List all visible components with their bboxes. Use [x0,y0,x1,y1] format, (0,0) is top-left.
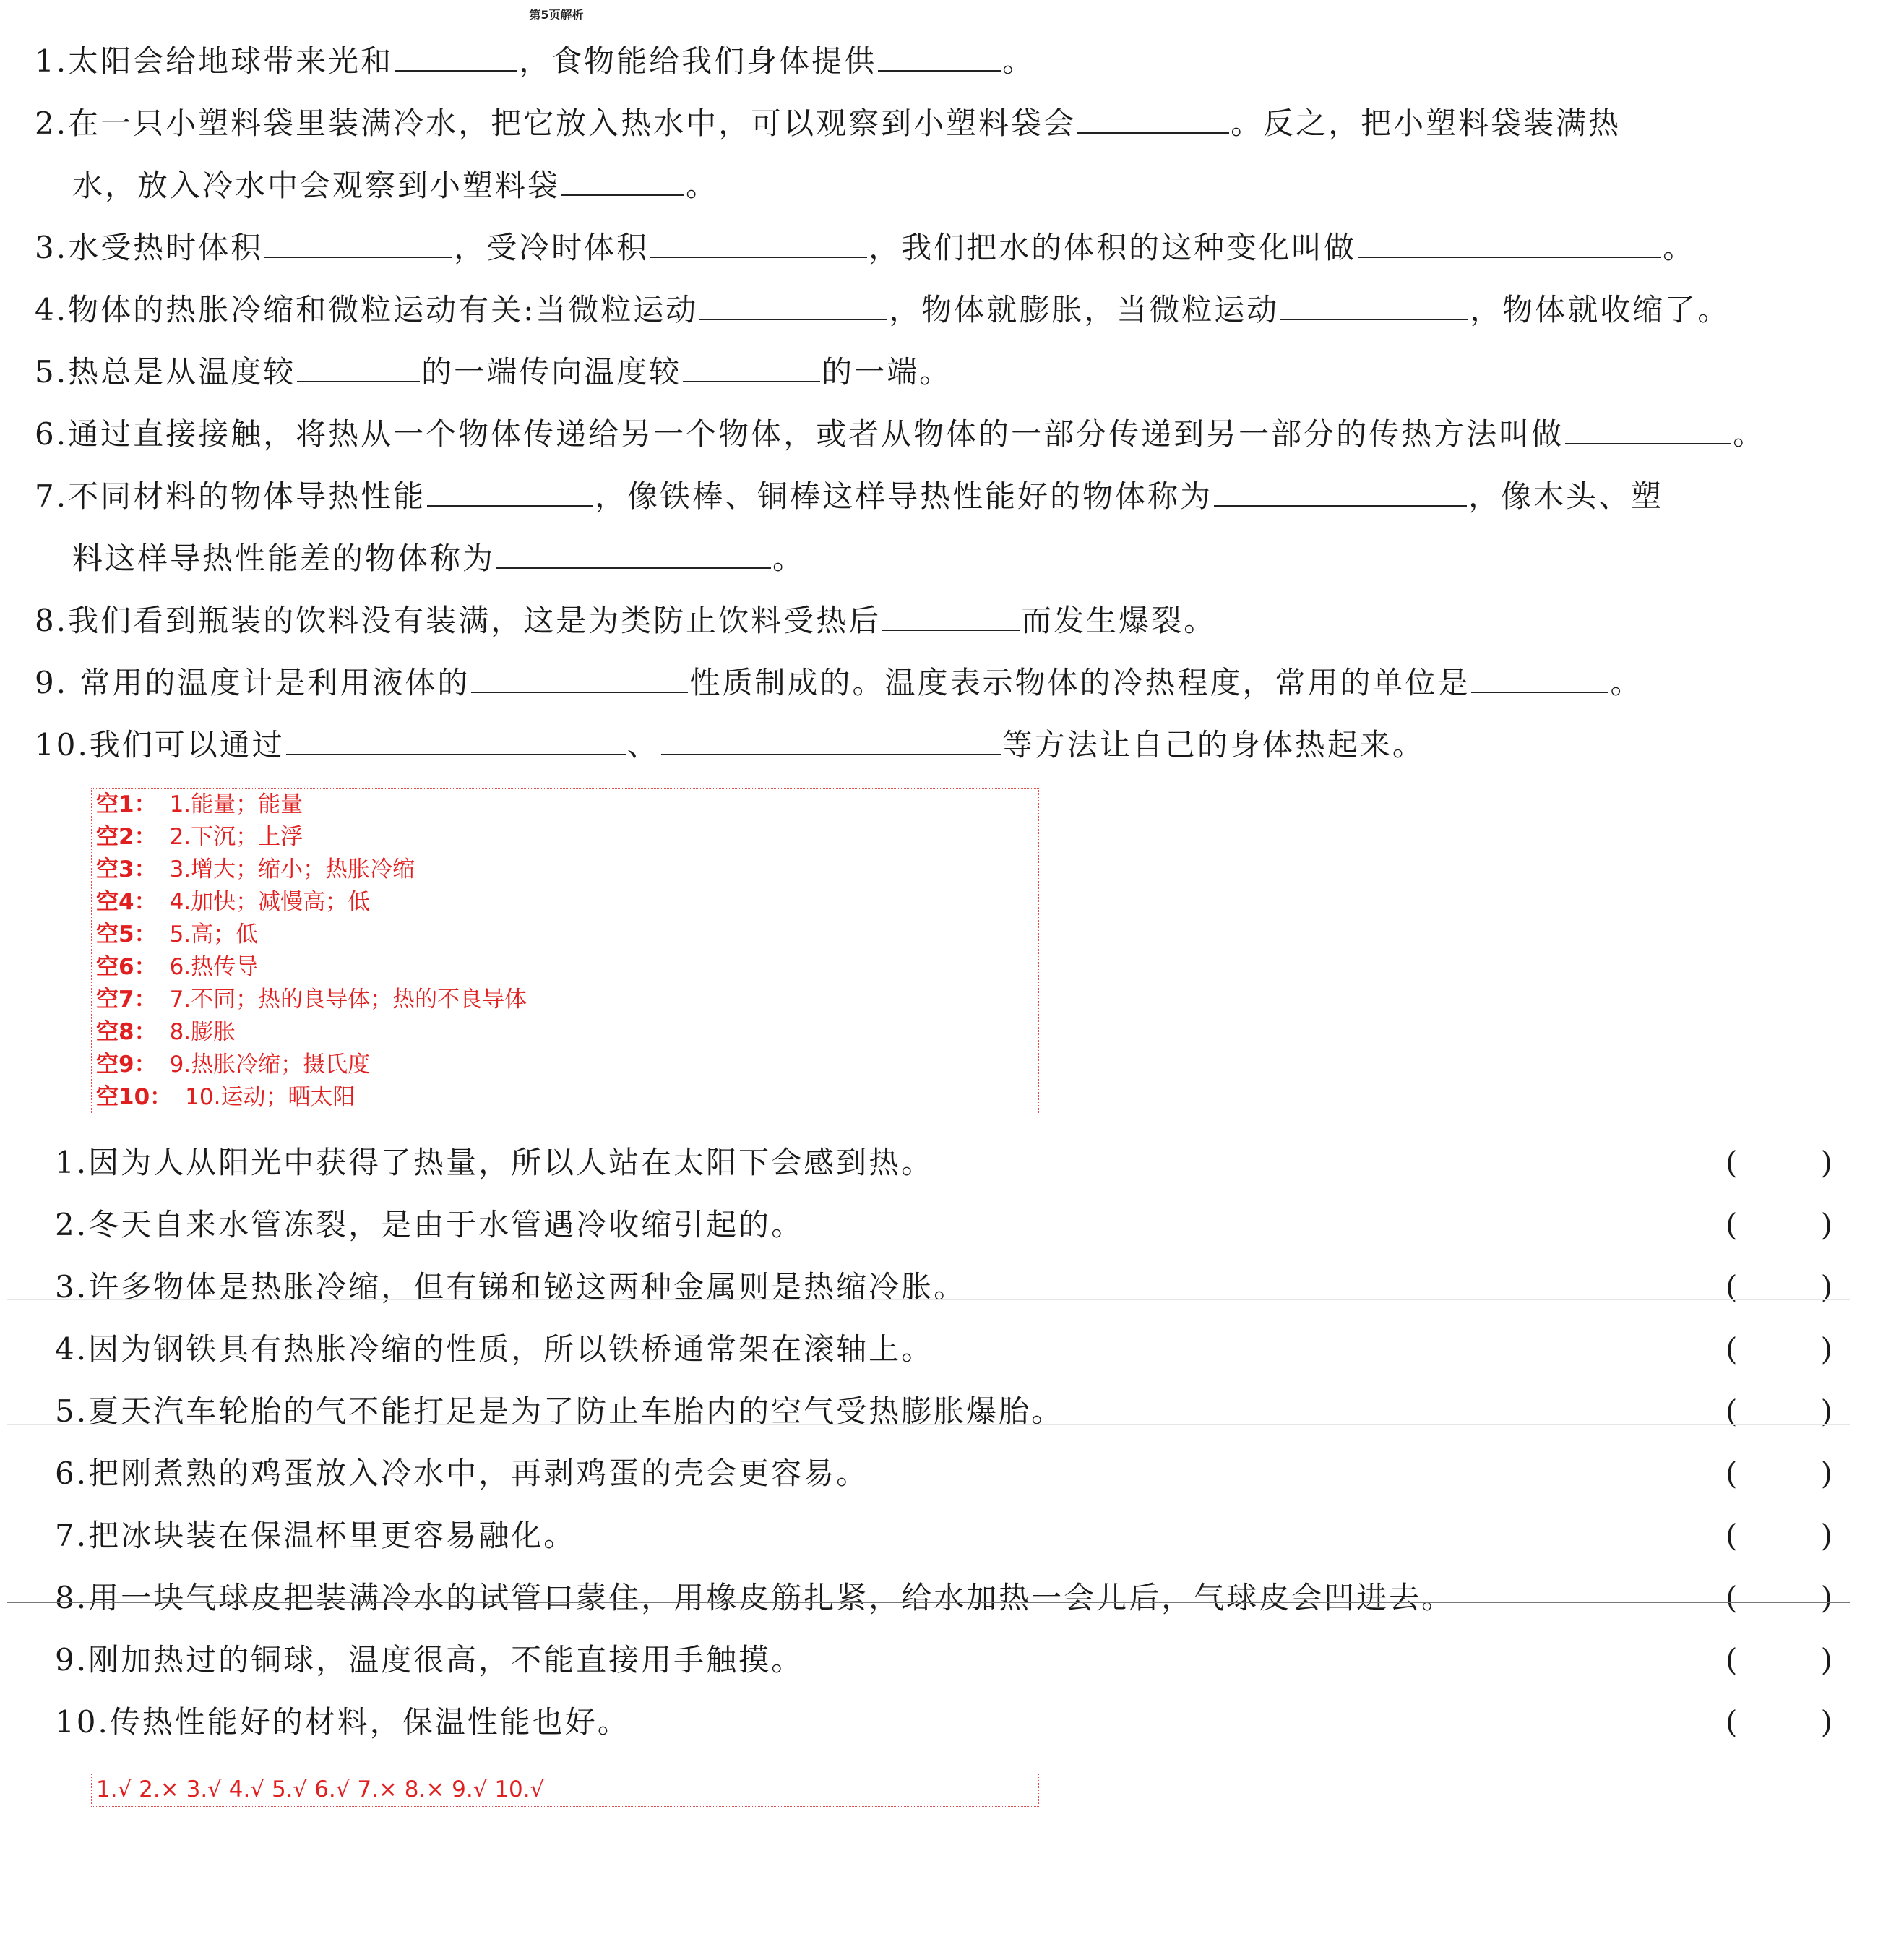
tf-question: 8.用一块气球皮把装满冷水的试管口蒙住，用橡皮筋扎紧，给水加热一会儿后，气球皮会凹进去。 [55,1580,1455,1615]
paren-open: ( [1726,1704,1738,1740]
question-text: 、 [626,727,660,762]
fill-question [35,106,1621,142]
answer-line [92,1049,1038,1081]
answer-blank [1214,481,1467,507]
fill-question [35,43,1035,80]
question-text: 5.热总是从温度较 [35,354,296,390]
answer-key: 空1： [96,791,157,817]
answer-key: 空3： [96,856,157,882]
answer-value: 2.下沉；上浮 [169,824,303,850]
tf-question: 9.刚加热过的铜球，温度很高，不能直接用手触摸。 [55,1642,804,1677]
paren-close: ) [1820,1331,1832,1367]
paren-open: ( [1726,1518,1738,1553]
paren-close: ) [1820,1145,1832,1180]
paren-close: ) [1820,1580,1832,1615]
question-text: 。反之，把小塑料袋装满热 [1231,106,1621,141]
answer-line [92,789,1038,821]
fill-question [72,168,718,204]
question-text: 4.物体的热胀冷缩和微粒运动有关:当微粒运动 [35,292,699,327]
answer-parentheses [1726,1456,1832,1492]
answer-blank [496,543,771,569]
answer-value: 3.增大；缩小；热胀冷缩 [169,856,415,882]
answer-value: 9.热胀冷缩；摄氏度 [169,1052,371,1078]
question-text: 。 [772,541,806,576]
answer-parentheses [1726,1580,1832,1616]
answer-line [92,821,1038,854]
question-text: 而发生爆裂。 [1021,603,1217,638]
question-text: ，物体就收缩了。 [1470,292,1731,327]
strike-line [7,1602,1850,1603]
fill-question [35,665,1642,701]
answer-parentheses [1726,1145,1832,1181]
question-text: 的一端。 [822,354,952,390]
answer-line [92,854,1038,886]
question-text: 水，放入冷水中会观察到小塑料袋 [72,168,561,203]
scan-rule [7,1299,1850,1300]
answer-blank [561,170,684,196]
fill-question [35,230,1695,266]
answer-line [92,1081,1038,1114]
tf-question: 7.把冰块装在保温杯里更容易融化。 [55,1518,577,1553]
scan-rule [7,1424,1850,1425]
answer-blank [297,356,420,382]
question-text: 2.在一只小塑料袋里装满冷水，把它放入热水中，可以观察到小塑料袋会 [35,106,1077,141]
tf-question: 6.把刚煮熟的鸡蛋放入冷水中，再剥鸡蛋的壳会更容易。 [55,1456,869,1491]
paren-close: ) [1820,1518,1832,1553]
question-text: 的一端传向温度较 [421,354,682,390]
answer-blank [1358,232,1661,258]
question-text: 9. 常用的温度计是利用液体的 [35,665,470,700]
answer-value: 10.运动；晒太阳 [185,1084,356,1110]
paren-open: ( [1726,1331,1738,1367]
answer-blank [661,729,1001,755]
question-text: 8.我们看到瓶装的饮料没有装满，这是为类防止饮料受热后 [35,603,882,638]
answer-key: 空10： [96,1084,173,1110]
answer-blank [471,667,688,693]
answer-value: 8.膨胀 [169,1019,236,1045]
question-text: ，食物能给我们身体提供 [519,43,877,79]
answer-blank [286,729,626,755]
paren-close: ) [1820,1393,1832,1429]
answer-parentheses [1726,1207,1832,1243]
answer-key: 空9： [96,1052,157,1078]
answer-key: 空4： [96,889,157,915]
answer-key: 空6： [96,954,157,980]
answer-key: 空2： [96,824,157,850]
question-text: ，物体就膨胀，当微粒运动 [889,292,1280,327]
answer-blank [683,356,820,382]
question-text: 料这样导热性能差的物体称为 [72,541,496,576]
answer-blank [1077,108,1229,134]
question-text: 等方法让自己的身体热起来。 [1001,727,1425,762]
tf-question: 10.传热性能好的材料，保温性能也好。 [55,1704,630,1740]
question-text: 7.不同材料的物体导热性能 [35,478,426,514]
page-header: 第5页解析 [529,8,584,22]
question-text: 。 [1663,230,1696,265]
answer-value: 4.加快；减慢高；低 [169,889,371,915]
fill-question [35,292,1730,328]
answer-value: 7.不同；热的良导体；热的不良导体 [169,987,527,1013]
question-text: ，我们把水的体积的这种变化叫做 [869,230,1357,265]
answer-line [92,886,1038,919]
paren-close: ) [1820,1704,1832,1740]
paren-close: ) [1820,1269,1832,1305]
paren-open: ( [1726,1269,1738,1305]
answer-key: 空8： [96,1019,157,1045]
question-text: 性质制成的。温度表示物体的冷热程度，常用的单位是 [689,665,1470,700]
answer-blank [1565,418,1731,444]
fill-question [35,478,1663,515]
tf-question: 2.冬天自来水管冻裂，是由于水管遇冷收缩引起的。 [55,1207,804,1242]
answer-value: 6.热传导 [169,954,259,980]
paren-open: ( [1726,1580,1738,1615]
answer-blank [882,605,1020,631]
fill-question [35,354,952,390]
answer-value: 1.能量；能量 [169,791,303,817]
answer-blank [1280,294,1468,320]
answer-blank [650,232,867,258]
answer-parentheses [1726,1331,1832,1367]
answer-line [92,1016,1038,1049]
tf-question: 4.因为钢铁具有热胀冷缩的性质，所以铁桥通常架在滚轴上。 [55,1331,934,1367]
fill-answer-box [91,788,1039,1114]
question-text: 。 [686,168,719,203]
paren-open: ( [1726,1642,1738,1677]
answer-value: 5.高；低 [169,921,259,948]
question-text: 。 [1733,416,1766,452]
fill-question [35,727,1425,763]
question-text: ，像木头、塑 [1468,478,1664,514]
paren-open: ( [1726,1145,1738,1180]
answer-blank [427,481,593,507]
answer-line [92,951,1038,984]
answer-blank [878,46,1001,72]
question-text: 3.水受热时体积 [35,230,264,265]
tf-answer-box: 1.√ 2.× 3.√ 4.√ 5.√ 6.√ 7.× 8.× 9.√ 10.√ [91,1774,1039,1807]
answer-key: 空5： [96,921,157,948]
answer-line [92,984,1038,1016]
tf-question: 3.许多物体是热胀冷缩，但有锑和铋这两种金属则是热缩冷胀。 [55,1269,967,1305]
tf-question: 5.夏天汽车轮胎的气不能打足是为了防止车胎内的空气受热膨胀爆胎。 [55,1393,1064,1429]
question-text: 。 [1610,665,1643,700]
paren-close: ) [1820,1456,1832,1491]
fill-question [72,541,805,577]
answer-line [92,919,1038,951]
fill-question [35,603,1216,639]
tf-question: 1.因为人从阳光中获得了热量，所以人站在太阳下会感到热。 [55,1145,934,1180]
question-text: ，像铁棒、铜棒这样导热性能好的物体称为 [595,478,1213,514]
answer-key: 空7： [96,987,157,1013]
paren-open: ( [1726,1207,1738,1242]
question-text: ，受冷时体积 [454,230,650,265]
question-text: 10.我们可以通过 [35,727,285,762]
question-text: 1.太阳会给地球带来光和 [35,43,394,79]
question-text: 6.通过直接接触，将热从一个物体传递给另一个物体，或者从物体的一部分传递到另一部分的传热方法叫做 [35,416,1564,452]
answer-parentheses [1726,1704,1832,1740]
paren-open: ( [1726,1393,1738,1429]
question-text: 。 [1002,43,1035,79]
paren-close: ) [1820,1207,1832,1242]
answer-parentheses [1726,1518,1832,1554]
fill-question [35,416,1765,452]
answer-blank [264,232,452,258]
answer-blank [395,46,517,72]
answer-parentheses [1726,1642,1832,1678]
answer-blank [699,294,887,320]
answer-blank [1471,667,1608,693]
paren-open: ( [1726,1456,1738,1491]
paren-close: ) [1820,1642,1832,1677]
